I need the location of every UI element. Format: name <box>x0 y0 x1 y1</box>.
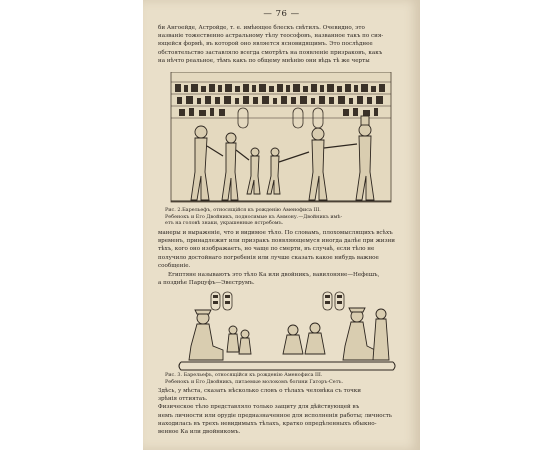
text-line: на нѣчто реальное, тѣмъ какъ по общему мнѣнію они вѣдь тѣ же черты <box>158 57 370 64</box>
text-line: манеры и выраженіе, что и видимое тѣло. По словамъ, плохомыслящихъ всѣхъ <box>158 230 393 236</box>
text-line: би Ангоейде, Астройде, т. е. имѣющее блескъ свѣтилъ. Очевидно, это <box>158 25 365 31</box>
text-line: обстоятельство заставляло всегда смотрѣть на появленіе призраковъ, какъ <box>158 49 383 56</box>
text-line: Египтяне называютъ это тѣло Ка или двойникъ, вавилоняне—Нефешъ, <box>168 272 380 278</box>
text-line: немъ личности или орудіе предназначенное для исполненія работы; личность <box>158 412 392 419</box>
figure-2-caption <box>165 372 405 385</box>
text-line: названіе тожественно астральному тѣлу теософовъ, названное такъ по сия- <box>158 33 384 40</box>
paragraph-middle <box>158 229 410 270</box>
caption-line: Ребенокъ и Его Двойникъ, питаемые молокомъ богини Гаторъ-Сетъ. <box>165 378 344 385</box>
caption-line: етъ на головѣ знаки, украшенные ястребомъ. <box>165 220 284 227</box>
paragraph-egypt <box>158 271 410 287</box>
caption-line: Ребенокъ и Его Двойникъ, подносимые къ Аммону.—Двойникъ имѣ- <box>165 213 343 220</box>
text-line: временъ, принадлежит или призракъ появляющемуся иногда далѣе при жизни <box>158 238 395 245</box>
paragraph-bottom <box>158 387 410 436</box>
text-line: находилась въ трехъ невидимыхъ тѣлахъ, кратко опредѣленныхъ обыкно- <box>158 420 377 427</box>
text-line: Здѣсь, у мѣста, сказать нѣсколько словъ о тѣлахъ человѣка съ точки <box>158 388 362 394</box>
text-line: тѣхъ, кого оно изображаетъ, но чаще по смерти, въ случаѣ, если тѣло не <box>158 246 375 253</box>
text-line: Физическое тѣло представляло только защиту для дѣйствующей въ <box>158 404 360 411</box>
caption-line: Рис. 3. Барельефъ, относящійся къ рожденію Аменофиса III. <box>165 372 323 378</box>
paragraph-top <box>158 24 410 65</box>
bas-relief-illustration-1 <box>143 72 420 222</box>
text-line: а позднѣе Парцуфъ—Эвеструмъ. <box>158 280 255 287</box>
text-line: получило достойнаго погребенія или лучше сказать какое нибудь важное <box>158 254 379 261</box>
bas-relief-illustration-2 <box>143 290 420 380</box>
text-line: сообщеніе. <box>158 262 191 269</box>
text-line: ющейся формѣ, въ которой оно является ясновидящимъ. Это послѣднее <box>158 41 373 48</box>
figure-1-caption <box>165 207 405 227</box>
text-line: венное Ка или двойникомъ. <box>158 429 241 436</box>
text-line: зрѣнія оттиятаъ. <box>158 396 208 403</box>
book-page <box>143 0 420 450</box>
page-number: — 76 — <box>263 9 300 19</box>
caption-line: Рис. 2.Барельефъ, относящійся къ рожденію Аменофиса III. <box>165 207 321 213</box>
